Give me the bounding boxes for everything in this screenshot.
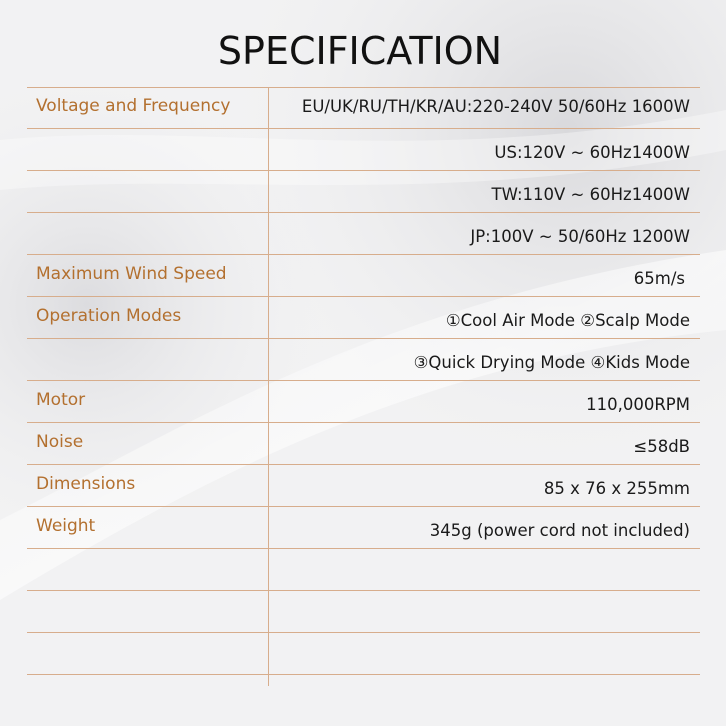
- spec-row-wind-speed: [27, 255, 700, 297]
- spec-label: Voltage and Frequency: [36, 96, 231, 116]
- spec-label: Dimensions: [36, 474, 136, 494]
- spec-label: Weight: [36, 516, 96, 536]
- spec-row-dimensions: [27, 465, 700, 507]
- spec-value: ③Quick Drying Mode ④Kids Mode: [413, 353, 690, 372]
- spec-row-empty-2: [27, 591, 700, 633]
- spec-value: TW:110V ~ 60Hz1400W: [491, 185, 690, 204]
- spec-row-voltage-jp: [27, 213, 700, 255]
- spec-row-empty-3: [27, 633, 700, 675]
- spec-label: Noise: [36, 432, 84, 452]
- spec-row-operation-modes: [27, 297, 700, 339]
- spec-value: JP:100V ~ 50/60Hz 1200W: [470, 227, 690, 246]
- row-divider: [27, 674, 700, 675]
- spec-value: ①Cool Air Mode ②Scalp Mode: [445, 311, 690, 330]
- spec-value: US:120V ~ 60Hz1400W: [494, 143, 690, 162]
- spec-value: 85 x 76 x 255mm: [543, 479, 690, 498]
- spec-row-voltage-us: [27, 129, 700, 171]
- spec-row-motor: [27, 381, 700, 423]
- spec-table: [27, 87, 700, 675]
- spec-row-voltage-tw: [27, 171, 700, 213]
- spec-value: 65m/s: [633, 269, 685, 288]
- page-title: SPECIFICATION: [217, 29, 503, 73]
- spec-value: 110,000RPM: [586, 395, 690, 414]
- spec-value: 345g (power cord not included): [429, 521, 690, 540]
- spec-row-operation-modes-2: [27, 339, 700, 381]
- spec-value: EU/UK/RU/TH/KR/AU:220-240V 50/60Hz 1600W: [301, 97, 690, 116]
- spec-value: ≤58dB: [633, 437, 690, 456]
- spec-row-empty-1: [27, 549, 700, 591]
- spec-row-weight: [27, 507, 700, 549]
- spec-label: Operation Modes: [36, 306, 182, 326]
- spec-row-voltage: [27, 87, 700, 129]
- spec-row-noise: [27, 423, 700, 465]
- spec-label: Maximum Wind Speed: [36, 264, 227, 284]
- spec-label: Motor: [36, 390, 86, 410]
